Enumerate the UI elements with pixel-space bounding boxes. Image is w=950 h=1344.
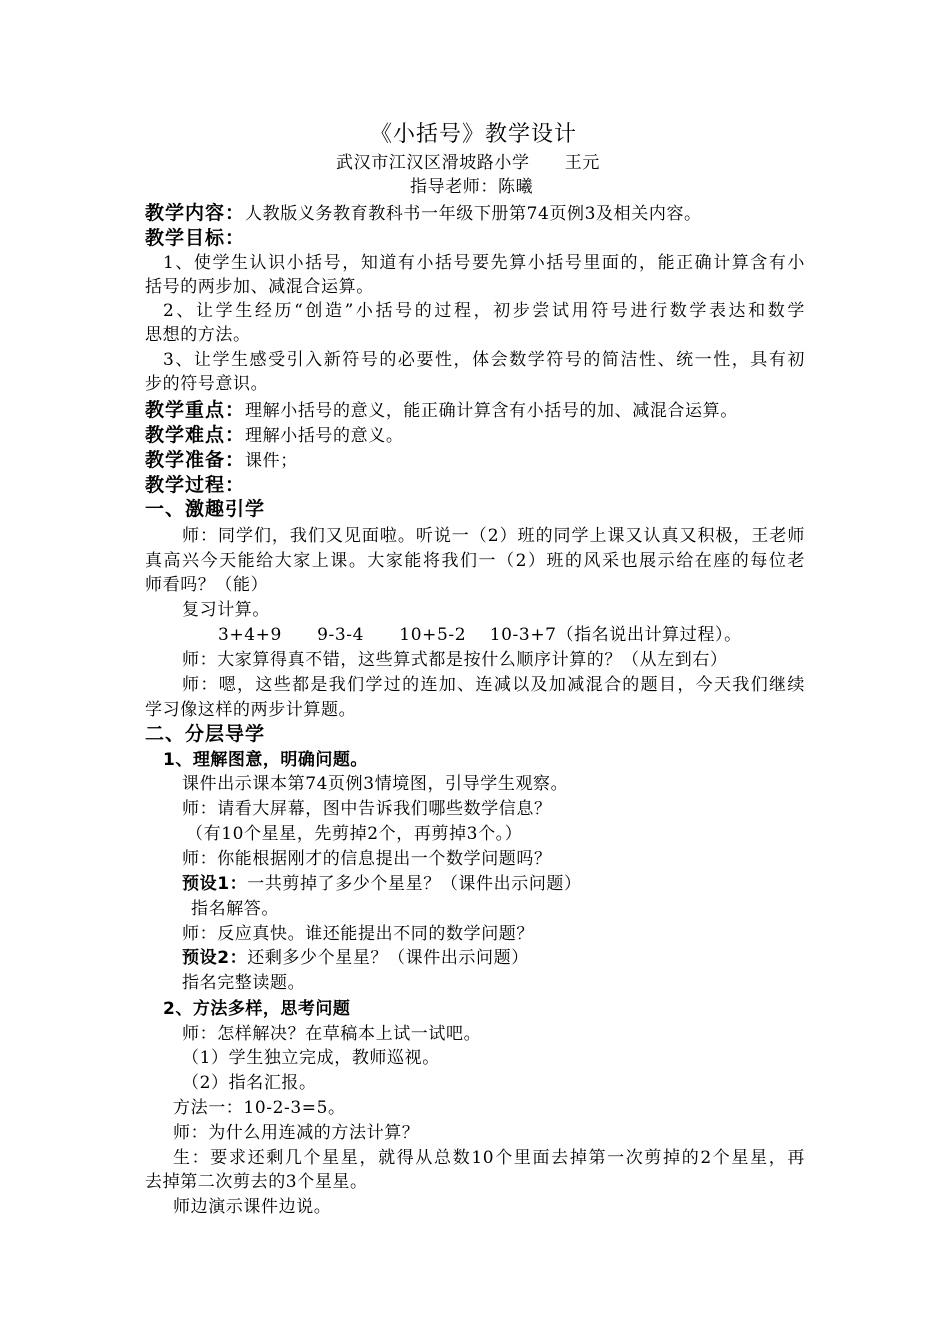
content-text: 人教版义务教育教科书一年级下册第74页例3及相关内容。	[245, 204, 702, 224]
difficulty-row	[145, 423, 403, 448]
prep-label: 教学准备：	[145, 449, 246, 471]
sub1-line: 师：请看大屏幕，图中告诉我们哪些数学信息？	[182, 799, 552, 819]
sub1-line: 指名解答。	[191, 899, 279, 919]
goal-line: 3、让学生感受引入新符号的必要性，体会数学符号的简洁性、统一性，具有初	[163, 350, 805, 370]
sub2-line: 师：怎样解决？在草稿本上试一试吧。	[182, 1024, 482, 1044]
sub1-line: 指名完整读题。	[182, 973, 306, 993]
key-label: 教学重点：	[145, 399, 246, 421]
sub2-line: （1）学生独立完成，教师巡视。	[182, 1048, 440, 1068]
key-text: 理解小括号的意义，能正确计算含有小括号的加、减混合运算。	[245, 401, 738, 421]
goal-line: 思想的方法。	[145, 325, 251, 345]
preset2-text: 还剩多少个星星？（课件出示问题）	[247, 948, 529, 968]
preset1-label: 预设1：	[182, 874, 248, 894]
sub2-line: （2）指名汇报。	[182, 1073, 317, 1093]
difficulty-text: 理解小括号的意义。	[245, 426, 404, 446]
sub1-line: （有10个星星，先剪掉2个，再剪掉3个。）	[186, 824, 523, 844]
section1-line: 师：同学们，我们又见面啦。听说一（2）班的同学上课又认真又积极，王老师	[182, 526, 805, 546]
school-author-line: 武汉市江汉区滑坡路小学 王元	[336, 153, 600, 173]
section2-heading: 二、分层导学	[145, 723, 266, 745]
preset2-label: 预设2：	[182, 948, 248, 968]
prep-text: 课件；	[245, 451, 298, 471]
goal-line: 步的符号意识。	[145, 374, 269, 394]
section1-line: 师：嗯，这些都是我们学过的连加、连减以及加减混合的题目，今天我们继续	[182, 675, 805, 695]
content-row	[145, 201, 702, 226]
doc-title: 《小括号》教学设计	[370, 122, 578, 147]
goals-label: 教学目标：	[145, 227, 246, 249]
section1-line: 学习像这样的两步计算题。	[145, 700, 357, 720]
goal-line: 2、让学生经历“创造”小括号的过程，初步尝试用符号进行数学表达和数学	[163, 301, 805, 321]
content-label: 教学内容：	[145, 202, 246, 224]
preset2-row	[182, 946, 529, 970]
preset1-text: 一共剪掉了多少个星星？（课件出示问题）	[247, 874, 582, 894]
sub2-line: 师：为什么用连减的方法计算？	[173, 1123, 420, 1143]
process-label: 教学过程：	[145, 474, 246, 496]
sub1-line: 师：你能根据刚才的信息提出一个数学问题吗？	[182, 849, 552, 869]
key-row	[145, 398, 738, 423]
section1-heading: 一、激趣引学	[145, 498, 266, 520]
advisor-line: 指导老师：陈曦	[410, 177, 534, 197]
goal-line: 括号的两步加、减混合运算。	[145, 277, 374, 297]
sub2-line: 师边演示课件边说。	[173, 1197, 332, 1217]
sub2-line: 生：要求还剩几个星星，就得从总数10个里面去掉第一次剪掉的2个星星，再	[173, 1148, 805, 1168]
section1-line: 师：大家算得真不错，这些算式都是按什么顺序计算的？（从左到右）	[182, 650, 728, 670]
section1-line: 3+4+9 9-3-4 10+5-2 10-3+7（指名说出计算过程）。	[218, 625, 742, 645]
difficulty-label: 教学难点：	[145, 424, 246, 446]
prep-row	[145, 448, 298, 473]
sub2-line: 方法一：10-2-3=5。	[173, 1098, 346, 1118]
section1-line: 师看吗？（能）	[145, 575, 269, 595]
sub1-line: 师：反应真快。谁还能提出不同的数学问题？	[182, 924, 534, 944]
sub2-heading: 2、方法多样，思考问题	[163, 999, 351, 1019]
sub2-line: 去掉第二次剪去的3个星星。	[145, 1172, 368, 1192]
goal-line: 1、使学生认识小括号，知道有小括号要先算小括号里面的，能正确计算含有小	[163, 253, 805, 273]
preset1-row	[182, 872, 582, 896]
sub1-line: 课件出示课本第74页例3情境图，引导学生观察。	[182, 774, 569, 794]
section1-line: 复习计算。	[182, 600, 270, 620]
section1-line: 真高兴今天能给大家上课。大家能将我们一（2）班的风采也展示给在座的每位老	[145, 551, 805, 571]
sub1-heading: 1、理解图意，明确问题。	[163, 750, 368, 770]
